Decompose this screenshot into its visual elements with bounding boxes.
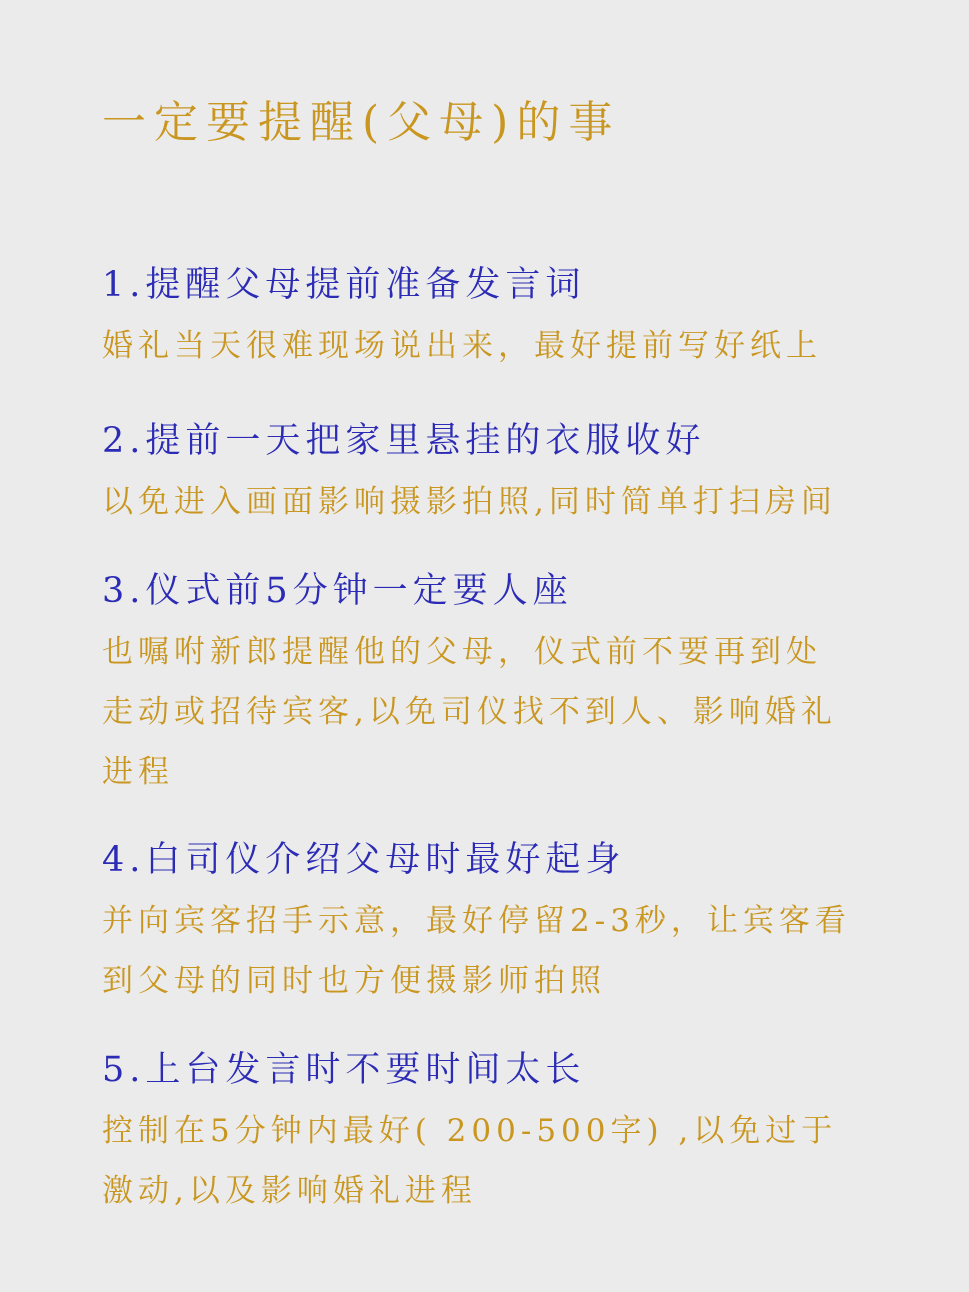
- tip-item-4: [102, 837, 922, 1011]
- tip-body: [102, 891, 922, 1011]
- tip-heading: 2.提前一天把家里悬挂的衣服收好: [102, 421, 706, 461]
- tip-text-line: 以免进入画面影响摄影拍照,同时简单打扫房间: [102, 484, 837, 520]
- tip-text-line: 也嘱咐新郎提醒他的父母，仪式前不要再到处: [102, 634, 822, 670]
- tip-body: [102, 1101, 922, 1221]
- tip-text-line: 到父母的同时也方便摄影师拍照: [102, 963, 606, 999]
- tip-item-2: [102, 418, 922, 532]
- tip-text-line: 激动,以及影响婚礼进程: [102, 1173, 477, 1209]
- tip-text-line: 并向宾客招手示意，最好停留2-3秒，让宾客看: [102, 903, 851, 939]
- tip-heading: 4.白司仪介绍父母时最好起身: [102, 840, 626, 880]
- tip-item-3: [102, 568, 922, 802]
- page-title: 一定要提醒(父母)的事: [102, 97, 621, 148]
- tip-body: [102, 622, 922, 802]
- tip-text-line: 控制在5分钟内最好( 200-500字) ,以免过于: [102, 1113, 838, 1149]
- tip-heading: 3.仪式前5分钟一定要人座: [102, 571, 573, 611]
- tip-text-line: 进程: [102, 754, 174, 790]
- tip-heading: 5.上台发言时不要时间太长: [102, 1050, 586, 1090]
- tip-heading: 1.提醒父母提前准备发言词: [102, 265, 586, 305]
- tip-body: [102, 472, 922, 532]
- tip-body: [102, 316, 922, 376]
- tip-text-line: 走动或招待宾客,以免司仪找不到人、影响婚礼: [102, 694, 837, 730]
- tip-item-1: [102, 262, 922, 376]
- tip-text-line: 婚礼当天很难现场说出来，最好提前写好纸上: [102, 328, 822, 364]
- tip-item-5: [102, 1047, 922, 1221]
